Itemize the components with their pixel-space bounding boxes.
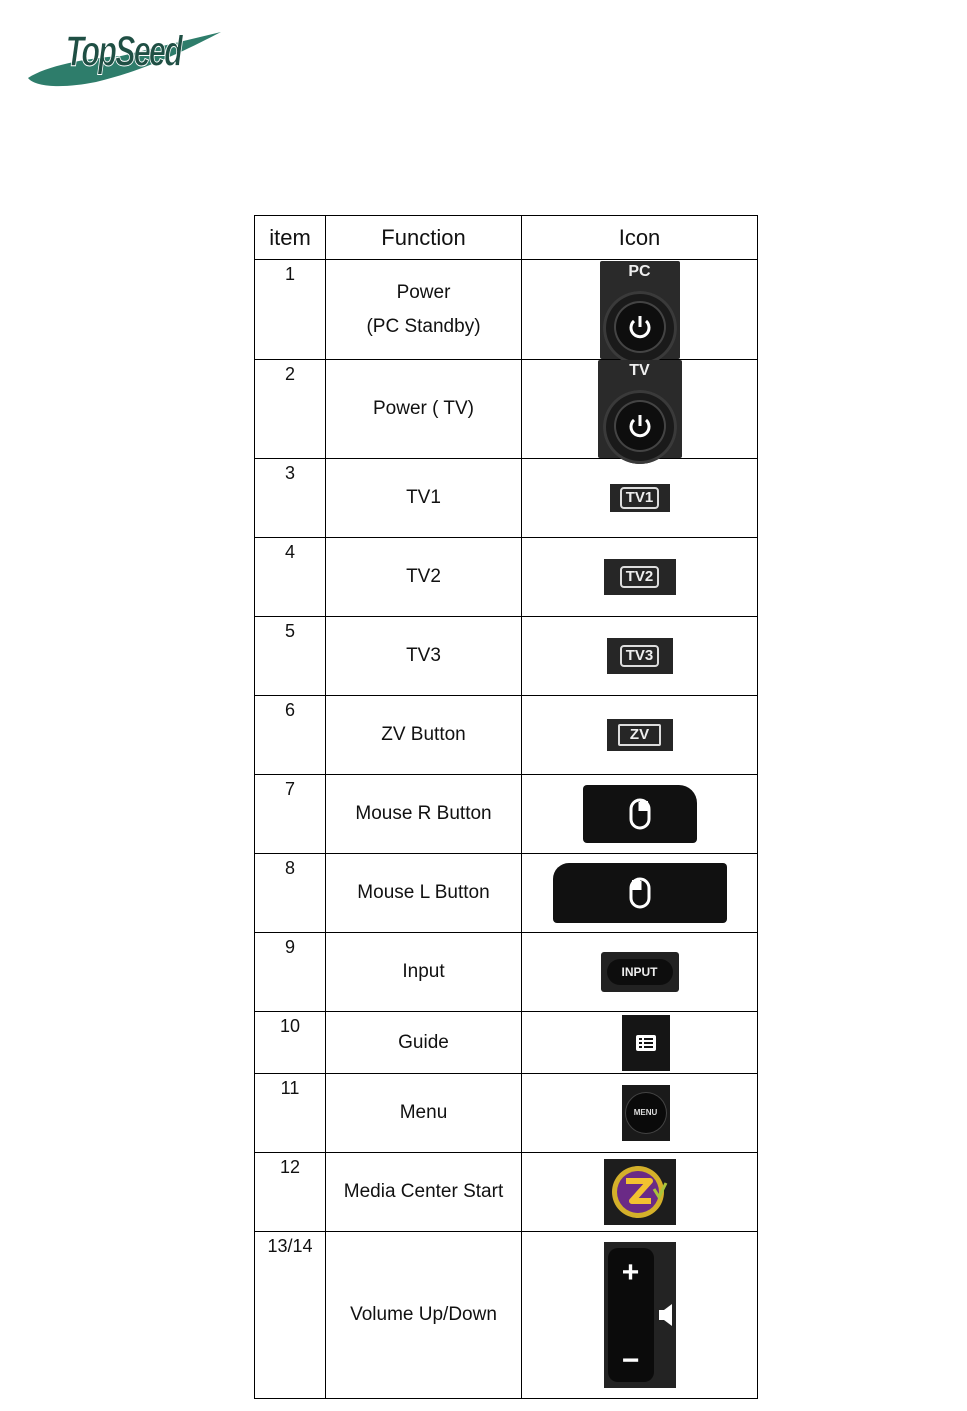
function-label: [326, 696, 522, 775]
icon-cell: [522, 1153, 758, 1232]
speaker-icon: [659, 1302, 673, 1328]
tv3-icon: [607, 638, 673, 674]
function-line: Guide: [398, 1031, 449, 1053]
header-function: Function: [326, 216, 522, 260]
function-label: [326, 1012, 522, 1074]
item-number: 2: [255, 360, 326, 459]
table-row: [255, 617, 758, 696]
icon-cell: [522, 260, 758, 360]
icon-label: ZV: [618, 724, 661, 746]
icon-cell: [522, 775, 758, 854]
icon-cell: [522, 538, 758, 617]
header-item: item: [255, 216, 326, 260]
item-number: 8: [255, 854, 326, 933]
function-line: TV1: [406, 487, 441, 508]
table-row: [255, 459, 758, 538]
table-row: [255, 933, 758, 1012]
table-row: [255, 1012, 758, 1074]
icon-cell: [522, 459, 758, 538]
item-number: 10: [255, 1012, 326, 1074]
plus-icon: +: [621, 1256, 640, 1289]
function-line: (PC Standby): [366, 315, 481, 337]
icon-label: INPUT: [607, 959, 673, 985]
header-icon: Icon: [522, 216, 758, 260]
icon-cell: [522, 1232, 758, 1399]
icon-cell: [522, 1012, 758, 1074]
icon-cell: [522, 854, 758, 933]
media-center-icon: [604, 1159, 676, 1225]
icon-label: TV1: [620, 487, 660, 509]
function-label: [326, 933, 522, 1012]
function-label: [326, 775, 522, 854]
table-row: [255, 696, 758, 775]
zv-icon: [607, 719, 673, 751]
table-row: [255, 1232, 758, 1399]
pc-power-icon: [600, 261, 680, 359]
table-row: [255, 360, 758, 459]
function-label: [326, 617, 522, 696]
function-label: [326, 1074, 522, 1153]
function-line: Input: [402, 961, 445, 982]
icon-cell: [522, 696, 758, 775]
icon-label: MENU: [626, 1093, 666, 1133]
item-number: 5: [255, 617, 326, 696]
function-label: [326, 538, 522, 617]
function-label: [326, 459, 522, 538]
item-number: 9: [255, 933, 326, 1012]
icon-cell: [522, 1074, 758, 1153]
item-number: 13/14: [255, 1232, 326, 1399]
function-line: Mouse R Button: [355, 803, 492, 824]
function-label: [326, 1232, 522, 1399]
tv-power-icon: [598, 360, 682, 458]
function-table: [254, 215, 758, 1399]
input-icon: [601, 952, 679, 992]
function-label: [326, 854, 522, 933]
icon-cell: [522, 933, 758, 1012]
table-row: [255, 854, 758, 933]
table-row: [255, 260, 758, 360]
item-number: 12: [255, 1153, 326, 1232]
guide-icon: [622, 1015, 670, 1071]
icon-cell: [522, 617, 758, 696]
function-line: Menu: [399, 1102, 448, 1123]
item-number: 4: [255, 538, 326, 617]
table-row: [255, 1153, 758, 1232]
topseed-logo: [26, 28, 226, 90]
item-number: 1: [255, 260, 326, 360]
icon-label: PC: [628, 262, 651, 280]
table-row: [255, 1074, 758, 1153]
function-line: TV2: [406, 566, 441, 587]
minus-icon: −: [621, 1344, 640, 1377]
table-header-row: [255, 216, 758, 260]
item-number: 3: [255, 459, 326, 538]
function-line: TV3: [406, 645, 441, 666]
item-number: 11: [255, 1074, 326, 1153]
function-line: Volume Up/Down: [350, 1304, 497, 1325]
icon-label: TV3: [620, 645, 660, 667]
menu-icon: [622, 1085, 670, 1141]
table-row: [255, 775, 758, 854]
function-label: [326, 260, 522, 360]
tv2-icon: [604, 559, 676, 595]
function-line: Power: [396, 281, 451, 303]
item-number: 7: [255, 775, 326, 854]
volume-icon: [604, 1242, 676, 1388]
function-line: Power ( TV): [372, 398, 474, 419]
tv1-icon: [610, 484, 670, 512]
function-label: [326, 1153, 522, 1232]
icon-cell: [522, 360, 758, 459]
table-row: [255, 538, 758, 617]
item-number: 6: [255, 696, 326, 775]
function-line: Media Center Start: [343, 1181, 504, 1202]
function-line: ZV Button: [381, 724, 466, 745]
function-label: [326, 360, 522, 459]
mouse-left-icon: [553, 863, 727, 923]
svg-text:TopSeed: TopSeed: [65, 28, 182, 75]
mouse-right-icon: [583, 785, 697, 843]
icon-label: TV2: [620, 566, 660, 588]
function-line: Mouse L Button: [357, 882, 490, 903]
icon-label: TV: [629, 362, 650, 379]
